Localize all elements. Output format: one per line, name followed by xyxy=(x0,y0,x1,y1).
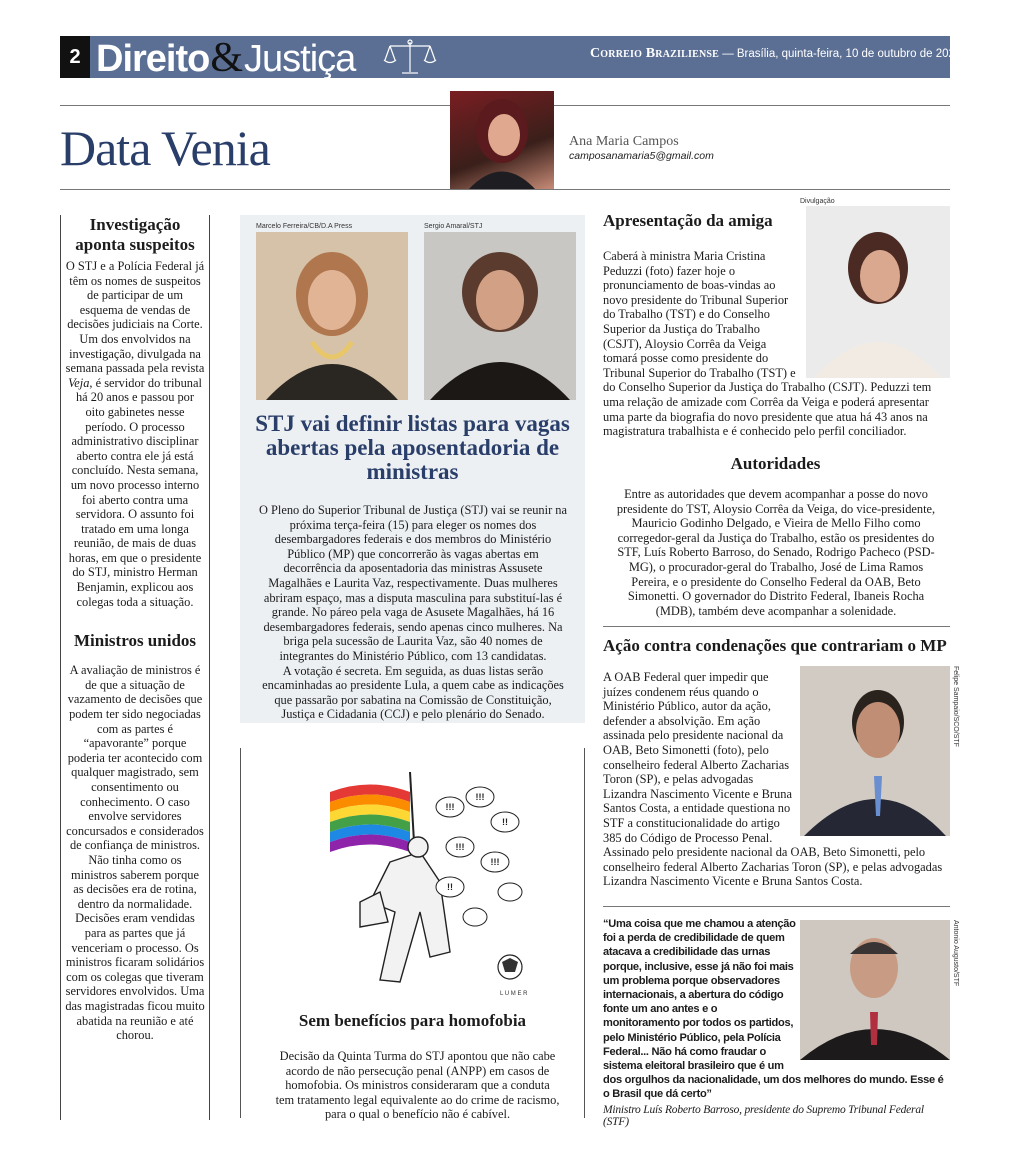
svg-text:!!!: !!! xyxy=(475,792,485,802)
section-title-word2: Justiça xyxy=(244,38,356,80)
section-title xyxy=(96,34,355,80)
svg-text:!!!: !!! xyxy=(445,802,455,812)
cartoon-illustration xyxy=(300,752,540,1002)
author-email[interactable]: camposanamaria5@gmail.com xyxy=(569,150,714,162)
section-title-autoridades: Autoridades xyxy=(730,454,821,473)
column-title: Data Venia xyxy=(60,120,270,176)
svg-text:!!: !! xyxy=(447,882,453,892)
amiga-body: Caberá à ministra Maria Cristina Peduzzi (foto) fazer hoje o pronunciamento de boas-vindas ao novo presidente do Tribunal Superior do Trabalho (TST) e do Conselho Superior da Justiça do Trabalho (CSJT), Aloysio Corrêa da Veiga tomará posse como presidente do Tribunal Superior do Trabalho (TST) e do Conselho Superior da Justiça do Trabalho (CSJT). Peduzzi tem uma relação de amizade com Corrêa da Veiga e poderá apresentar uma parte da biografia do novo presidente que atua há 43 anos na magistratura trabalhista e é conhecido pelo perfil conciliador. xyxy=(603,249,932,439)
section-title-word1: Direito xyxy=(96,38,210,80)
crowd-figure-icon xyxy=(360,837,450,982)
section-title-ministros: Ministros unidos xyxy=(73,631,197,651)
autoridades-body: Entre as autoridades que devem acompanhar a posse do novo presidente do TST, Aloysio Corrêa da Veiga, do vice-presidente, Mauricio Godinho Delgado, e Vieira de Mello Filho como corregedor-geral da Justiça do Trabalho, estão os presidentes do STF, Luís Roberto Barroso, do Senado, Rodrigo Pacheco (PSD-MG), o procurador-geral do Trabalho, José de Lima Ramos Pereira, e o presidente do Conselho Federal da OAB, Beto Simonetti. O governador do Distrito Federal, Ibaneis Rocha (MDB), também deve acompanhar a solenidade. xyxy=(616,487,936,618)
portrait-minister-1-icon xyxy=(256,232,408,400)
dateline: — Brasília, quinta-feira, 10 de outubro de 2024 xyxy=(719,48,962,60)
photo-minister-2 xyxy=(424,232,576,400)
photo-credit-2: Sergio Amaral/STJ xyxy=(424,223,483,230)
magazine-name: Veja xyxy=(68,375,90,390)
author-photo xyxy=(450,91,554,190)
main-story-body xyxy=(258,503,568,722)
scales-of-justice-icon xyxy=(382,38,438,76)
main-headline: STJ vai definir listas para vagas abertas pela aposentadoria de ministras xyxy=(255,411,570,484)
photo-credit-felipe: Felipe Sampaio/SCO/STF xyxy=(952,666,959,747)
barroso-quote: “Uma coisa que me chamou a atenção foi a perda de credibilidade de quem atacava a credibilidade das urnas porque, inclusive, esse já não foi mais um problema porque observadores internacionais, a abertura do código fonte um ano antes e o monitoramento por todos os partidos, pelo Ministério Público, pela Polícia Federal... Não há como fraudar o sistema eleitoral brasileiro que é um dos orgulhos da nacionalidade, um dos melhores do mundo. Esse é o Brasil que dá certo” xyxy=(603,918,944,1101)
masthead xyxy=(590,46,962,68)
divider-bottom xyxy=(60,189,950,190)
page-number: 2 xyxy=(60,36,90,78)
acao-body: A OAB Federal quer impedir que juízes condenem réus quando o Ministério Público, autor da ação, defender a absolvição. Em ação assinada pelo presidente nacional da OAB, Beto Simonetti (foto), pelo conselheiro federal Alberto Zacharias Toron (SP), e pelas advogadas Lizandra Nascimento Vicente e Bruna Santos Costa, a entidade questiona no STF a constitucionalidade do artigo 385 do Código de Processo Penal. Assinado pelo presidente nacional da OAB, Beto Simonetti, pelo conselheiro federal Alberto Zacharias Toron (SP), e pelas advogadas Lizandra Nascimento Vicente e Bruna Santos Costa. xyxy=(603,670,943,889)
quote-attribution: Ministro Luís Roberto Barroso, presidente do Supremo Tribunal Federal (STF) xyxy=(603,1104,924,1128)
section-title-amiga: Apresentação da amiga xyxy=(603,211,773,230)
svg-text:!!!: !!! xyxy=(455,842,465,852)
svg-text:!!: !! xyxy=(502,817,508,827)
divider-right-2 xyxy=(603,906,950,907)
ministros-body: A avaliação de ministros é de que a situação de vazamento de decisões que podem ter sido negociadas com as partes é “apavorante” porque poderia ter acontecido com qualquer magistrado, sem consentimento ou conhecimento. O caso envolve servidores concursados e considerados de confiança de ministros. Não tinha como os ministros saberem porque as decisões era de rotina, dentro da normalidade. Decisões eram vendidas para as partes que já venceriam o processo. Os ministros ficaram solidários com os colegas que tiveram servidores envolvidos. Uma das magistradas ficou muito abatida na reunião e até chorou. xyxy=(65,663,205,1043)
main-story-paragraph-2: A votação é secreta. Em seguida, as duas listas serão encaminhadas ao presidente Lula, a quem cabe as indicações que passarão por sabatina na Comissão de Constituição, Justiça e Cidadania (CCJ) e pelo plenário do Senado. xyxy=(262,663,564,722)
svg-text:!!!: !!! xyxy=(490,857,500,867)
left-column xyxy=(60,215,210,1120)
section-title-investigacao: Investigação aponta suspeitos xyxy=(75,215,195,254)
photo-minister-1 xyxy=(256,232,408,400)
cartoon-signature: L U M E R xyxy=(500,991,528,997)
photo-credit-antonio: Antonio Augusto/STF xyxy=(952,920,959,987)
newspaper-name: Correio Braziliense xyxy=(590,46,719,61)
photo-credit-divulgacao: Divulgação xyxy=(800,198,835,205)
homofobia-body: Decisão da Quinta Turma do STJ apontou que não cabe acordo de não persecução penal (ANPP) em casos de homofobia. Os ministros consideraram que a conduta tem tratamento legal equivalente ao do crime de racismo, para o qual o benefício não é cabível. xyxy=(275,1049,560,1122)
section-title-homofobia: Sem benefícios para homofobia xyxy=(298,1011,527,1030)
section-title-ampersand: & xyxy=(210,35,244,81)
section-title-acao: Ação contra condenações que contrariam o MP xyxy=(603,636,947,655)
investigacao-body: O STJ e a Polícia Federal já têm os nomes de suspeitos de participar de um esquema de vendas de decisões judiciais na Corte. Um dos envolvidos na investigação, divulgada na semana passada pela revista Veja, é servidor do tribunal há 20 anos e passou por oito gabinetes nesse período. O processo administrativo disciplinar aberto contra ele já está concluído. Nesta semana, um novo processo interno foi aberto contra uma servidora. O assunto foi tratado em uma longa reunião, de mais de duas horas, em que o presidente do STJ, ministro Herman Benjamin, explicou aos colegas toda a situação. xyxy=(65,259,205,609)
author-portrait-icon xyxy=(450,91,554,190)
portrait-minister-2-icon xyxy=(424,232,576,400)
divider-right-1 xyxy=(603,626,950,627)
main-story-paragraph-1: O Pleno do Superior Tribunal de Justiça (STJ) vai se reunir na próxima terça-feira (15) para eleger os nomes dos desembargadores federais e dos membros do Ministério Público (MP) que concorrerão às vagas abertas em decorrência da aposentadoria das ministras Assusete Magalhães e Laurita Vaz, respectivamente. Duas mulheres abriram espaço, mas a disputa masculina para substituí-las é grande. No páreo pela vaga de Asusete Magalhães, há 16 desembargadores federais, sendo apenas cinco mulheres. Na briga pela sucessão de Laurita Vaz, são 40 nomes de integrantes do Ministério Público, com 13 candidatas. xyxy=(258,503,567,663)
author-name: Ana Maria Campos xyxy=(569,134,679,149)
photo-credit-1: Marcelo Ferreira/CB/D.A Press xyxy=(256,223,353,230)
